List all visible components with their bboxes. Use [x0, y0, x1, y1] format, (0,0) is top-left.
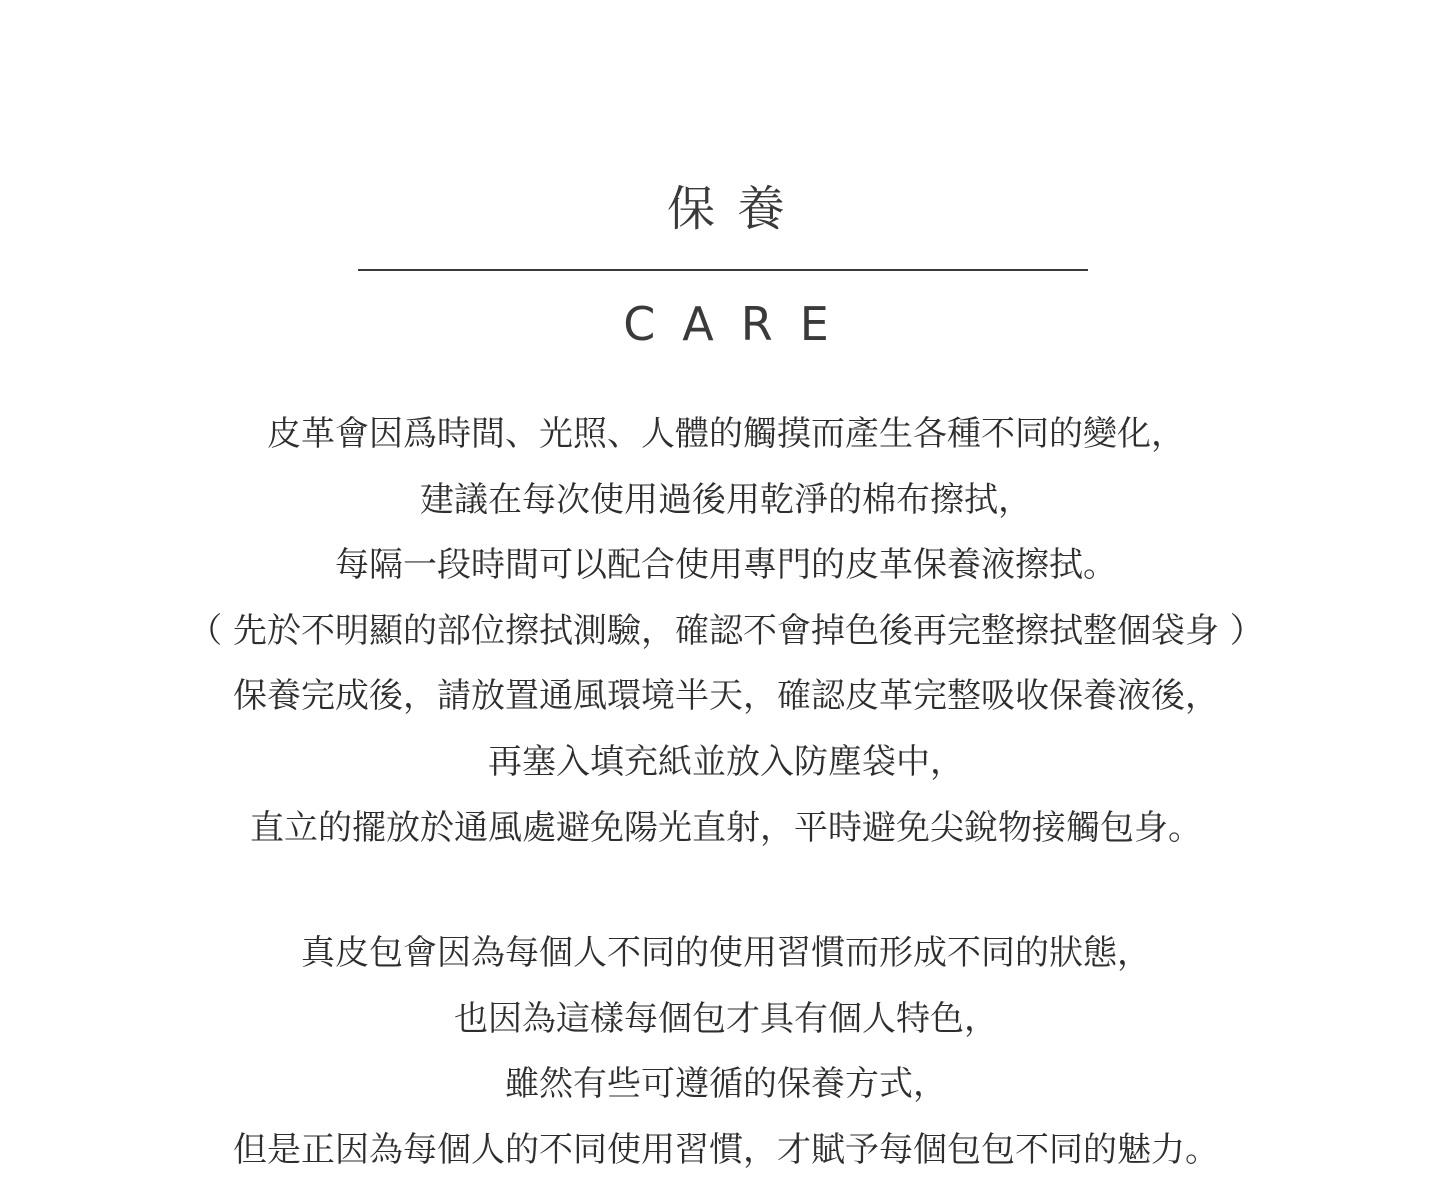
care-instructions-paragraph — [0, 402, 1452, 861]
text-line: 皮革會因爲時間、光照、人體的觸摸而產生各種不同的變化， — [267, 414, 1185, 454]
title-divider — [358, 269, 1088, 271]
section-title-chinese: 保養 — [666, 181, 807, 237]
text-line: 建議在每次使用過後用乾淨的棉布擦拭， — [420, 479, 1032, 520]
text-line: 雖然有些可遵循的保養方式， — [505, 1064, 947, 1105]
text-line: 每隔一段時間可以配合使用專門的皮革保養液擦拭。 — [335, 545, 1117, 586]
text-line: 真皮包會因為每個人不同的使用習慣而形成不同的狀態， — [301, 933, 1151, 973]
text-line: 保養完成後，請放置通風環境半天，確認皮革完整吸收保養液後， — [233, 676, 1219, 717]
text-line: 也因為這樣每個包才具有個人特色， — [454, 998, 998, 1039]
text-line: 直立的擺放於通風處避免陽光直射，平時避免尖銳物接觸包身。 — [250, 807, 1202, 848]
text-line: （ 先於不明顯的部位擦拭測驗，確認不會掉色後再完整擦拭整個袋身 ） — [188, 610, 1264, 651]
leather-character-paragraph — [0, 921, 1452, 1183]
section-title-english: CARE — [623, 297, 856, 351]
text-line: 但是正因為每個人的不同使用習慣，才賦予每個包包不同的魅力。 — [233, 1129, 1219, 1170]
text-line: 再塞入填充紙並放入防塵袋中， — [488, 741, 964, 782]
